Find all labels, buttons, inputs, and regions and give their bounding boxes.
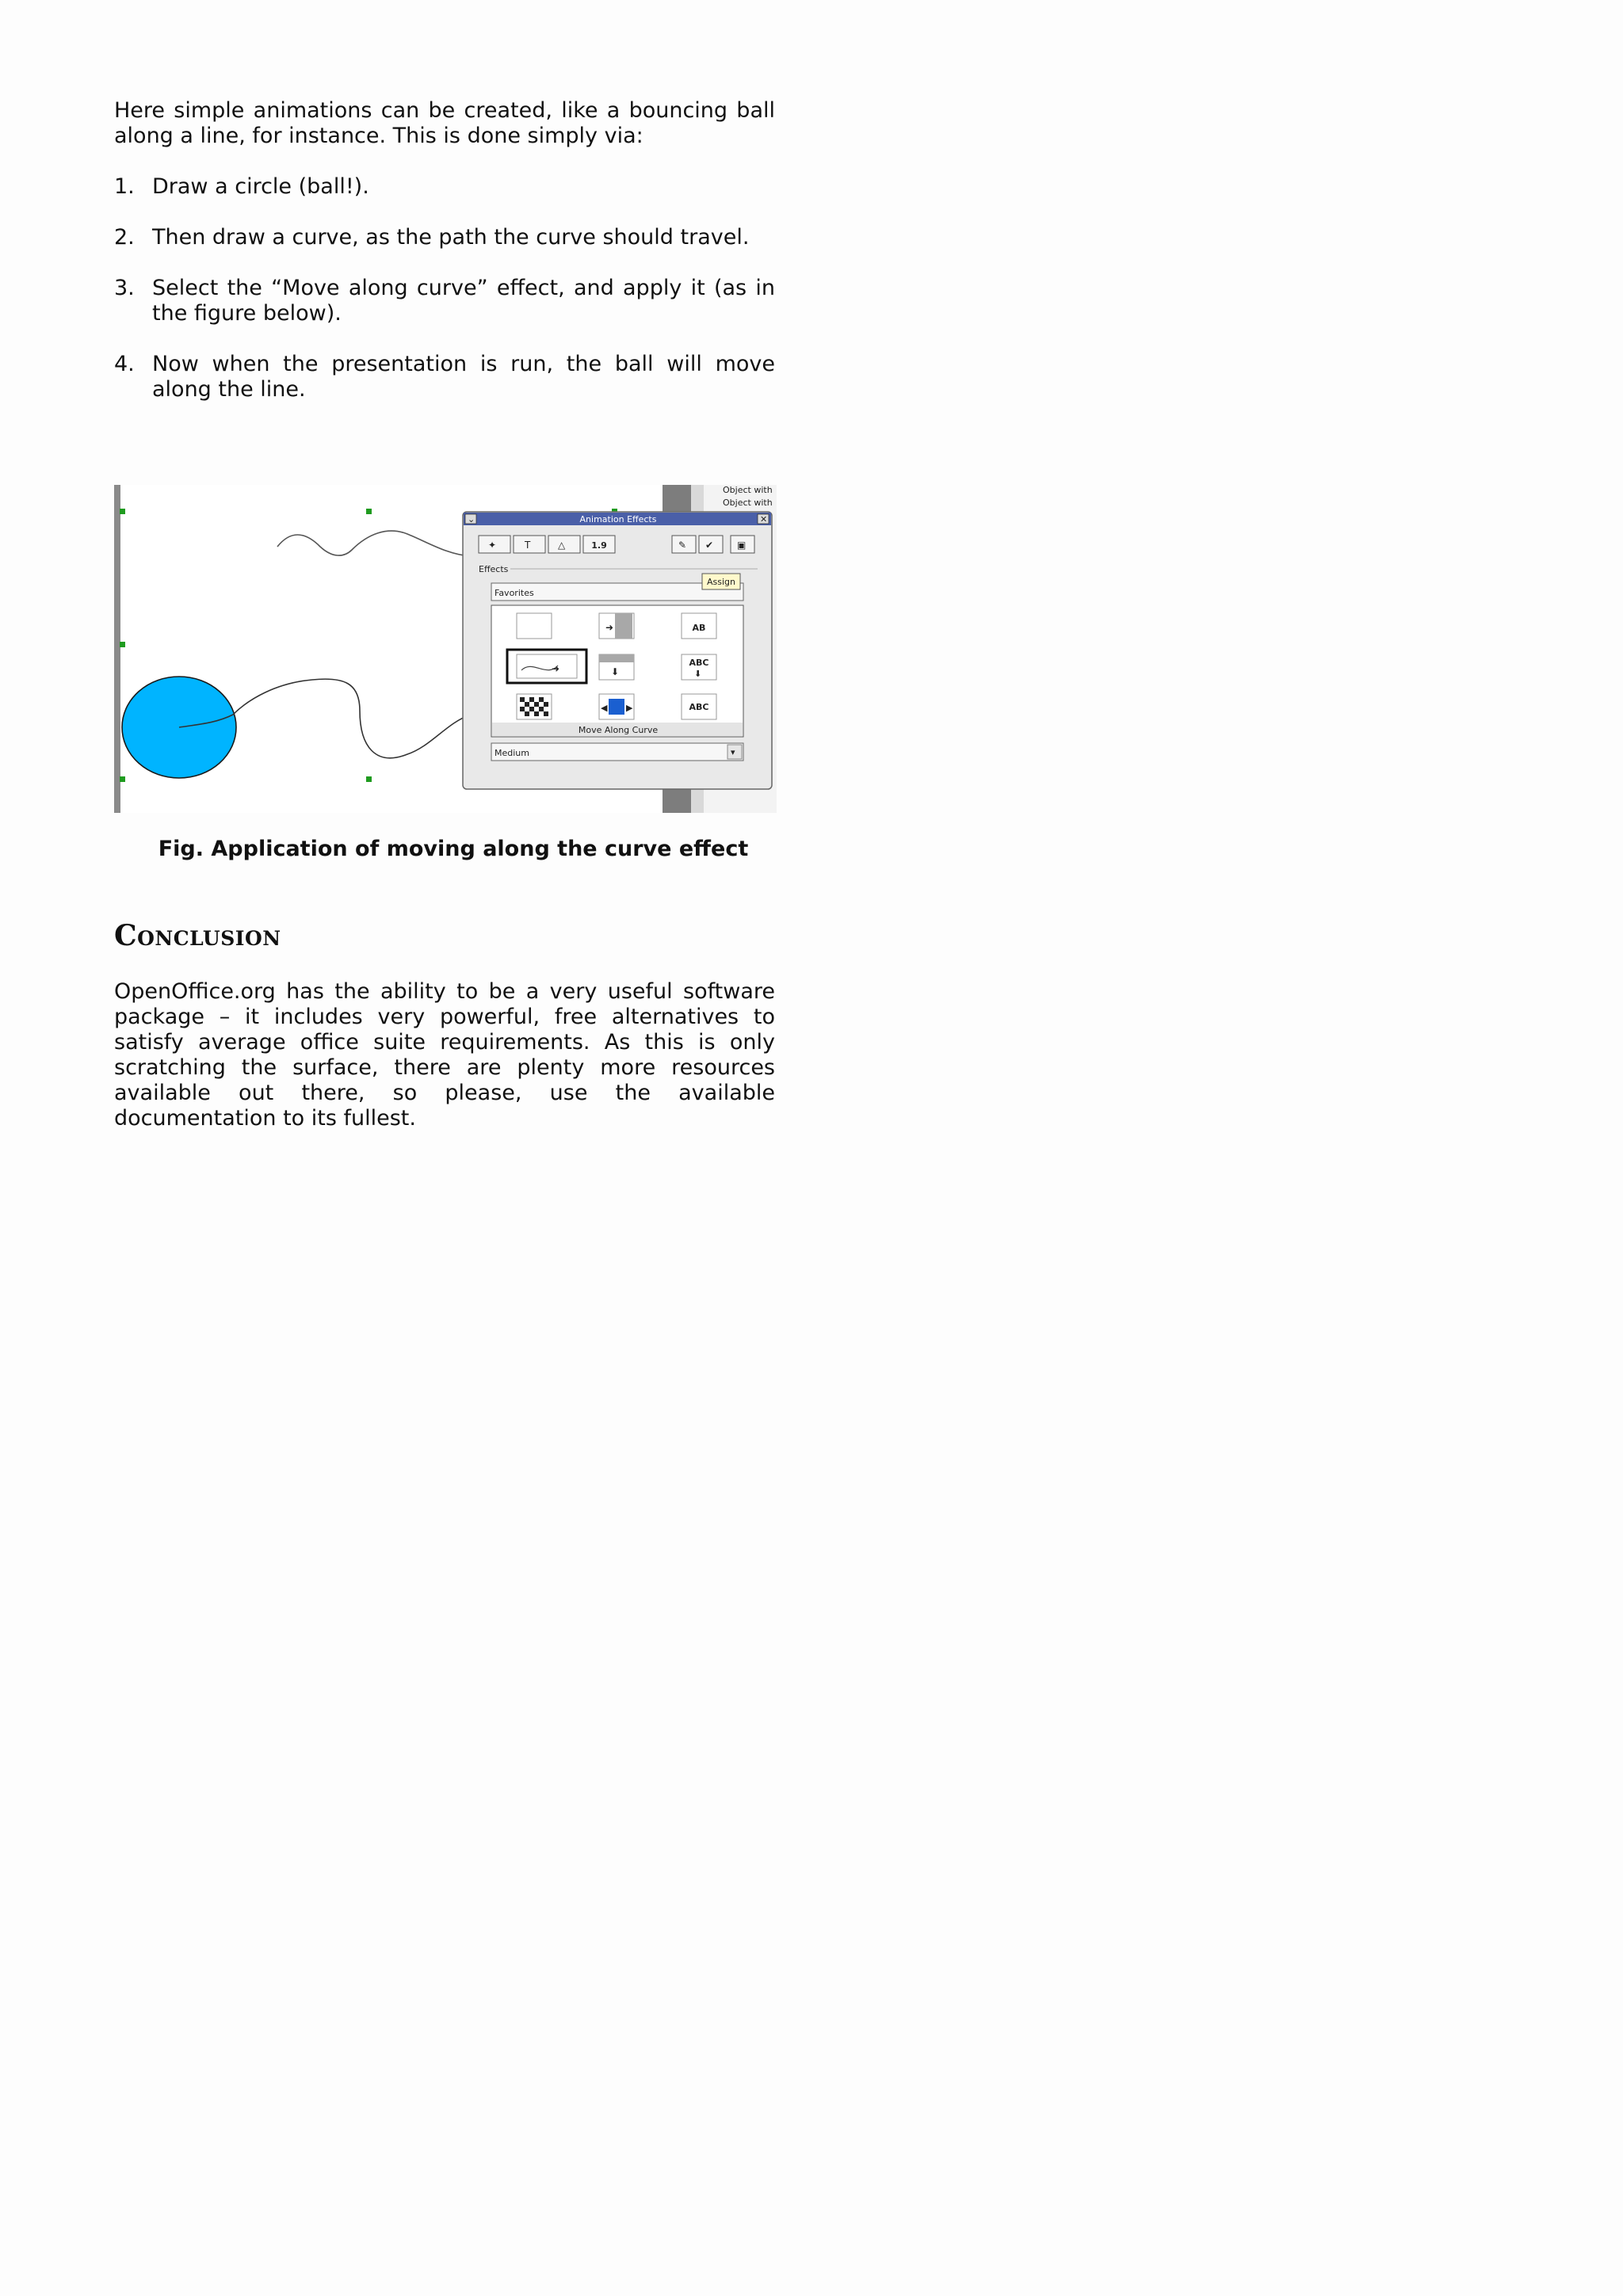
effects-icon: ✦ (488, 540, 497, 551)
assign-tooltip-text: Assign (707, 577, 735, 587)
effect-text: ABC (689, 702, 709, 712)
arrow-expand-icon: ▶ (626, 703, 633, 713)
arrow-right-icon: ➜ (605, 622, 614, 633)
checkmark-icon: ✔ (705, 540, 714, 551)
eyedropper-icon: ✎ (678, 540, 687, 551)
animation-effects-dialog (463, 512, 772, 789)
side-list-item[interactable]: Object with (723, 498, 773, 508)
step-number: 2. (114, 225, 135, 250)
step-number: 1. (114, 174, 135, 199)
curve-arrow-icon: ➜ (552, 663, 560, 674)
step-text: Now when the presentation is run, the ball will move along the line. (152, 352, 775, 402)
arrow-down-icon: ⬇ (694, 669, 702, 679)
chevron-down-icon: ⌄ (468, 514, 475, 524)
section-heading: Conclusion (114, 919, 281, 952)
list-item (114, 225, 775, 250)
speed-value: Medium (495, 748, 529, 758)
step-number: 3. (114, 276, 135, 300)
close-icon: ✕ (760, 514, 768, 524)
effects-section-label: Effects (479, 564, 509, 574)
effect-text: ABC (689, 658, 709, 668)
dialog-title: Animation Effects (579, 514, 657, 524)
arrow-down-icon: ⬇ (611, 666, 620, 677)
text-icon: T (525, 540, 531, 551)
side-list-item[interactable]: Object with (723, 485, 773, 495)
arrow-expand-icon: ◀ (601, 703, 608, 713)
intro-paragraph: Here simple animations can be created, like a bouncing ball along a line, for instance. This is done simply via: (114, 98, 775, 148)
list-item (114, 174, 775, 200)
list-item (114, 276, 775, 326)
selected-effect-label: Move Along Curve (578, 725, 659, 735)
conclusion-paragraph: OpenOffice.org has the ability to be a very useful software package – it includes very powerful, free alternatives to satisfy average office suite requirements. As this is only scratching the surface, there are plenty more resources available out there, so please, use the available documentation to its fullest. (114, 979, 775, 1131)
figure-screenshot (114, 485, 777, 813)
body-column (114, 98, 775, 428)
monitor-icon: ▣ (737, 540, 747, 551)
step-text: Select the “Move along curve” effect, and apply it (as in the figure below). (152, 276, 775, 326)
chevron-down-icon: ▾ (731, 747, 735, 757)
timing-label: 1.9 (591, 540, 607, 551)
steps-list (114, 174, 775, 402)
effect-none[interactable] (517, 613, 552, 639)
step-text: Then draw a curve, as the path the curve should travel. (152, 225, 750, 250)
ruler-bar (114, 485, 120, 813)
shapes-icon: △ (558, 540, 566, 551)
effect-text: AB (692, 623, 706, 633)
effect-move-along-curve[interactable] (517, 654, 577, 678)
step-text: Draw a circle (ball!). (152, 174, 369, 199)
figure-caption: Fig. Application of moving along the curve effect (158, 837, 749, 861)
list-item (114, 352, 775, 402)
category-value: Favorites (495, 588, 534, 598)
step-number: 4. (114, 352, 135, 376)
